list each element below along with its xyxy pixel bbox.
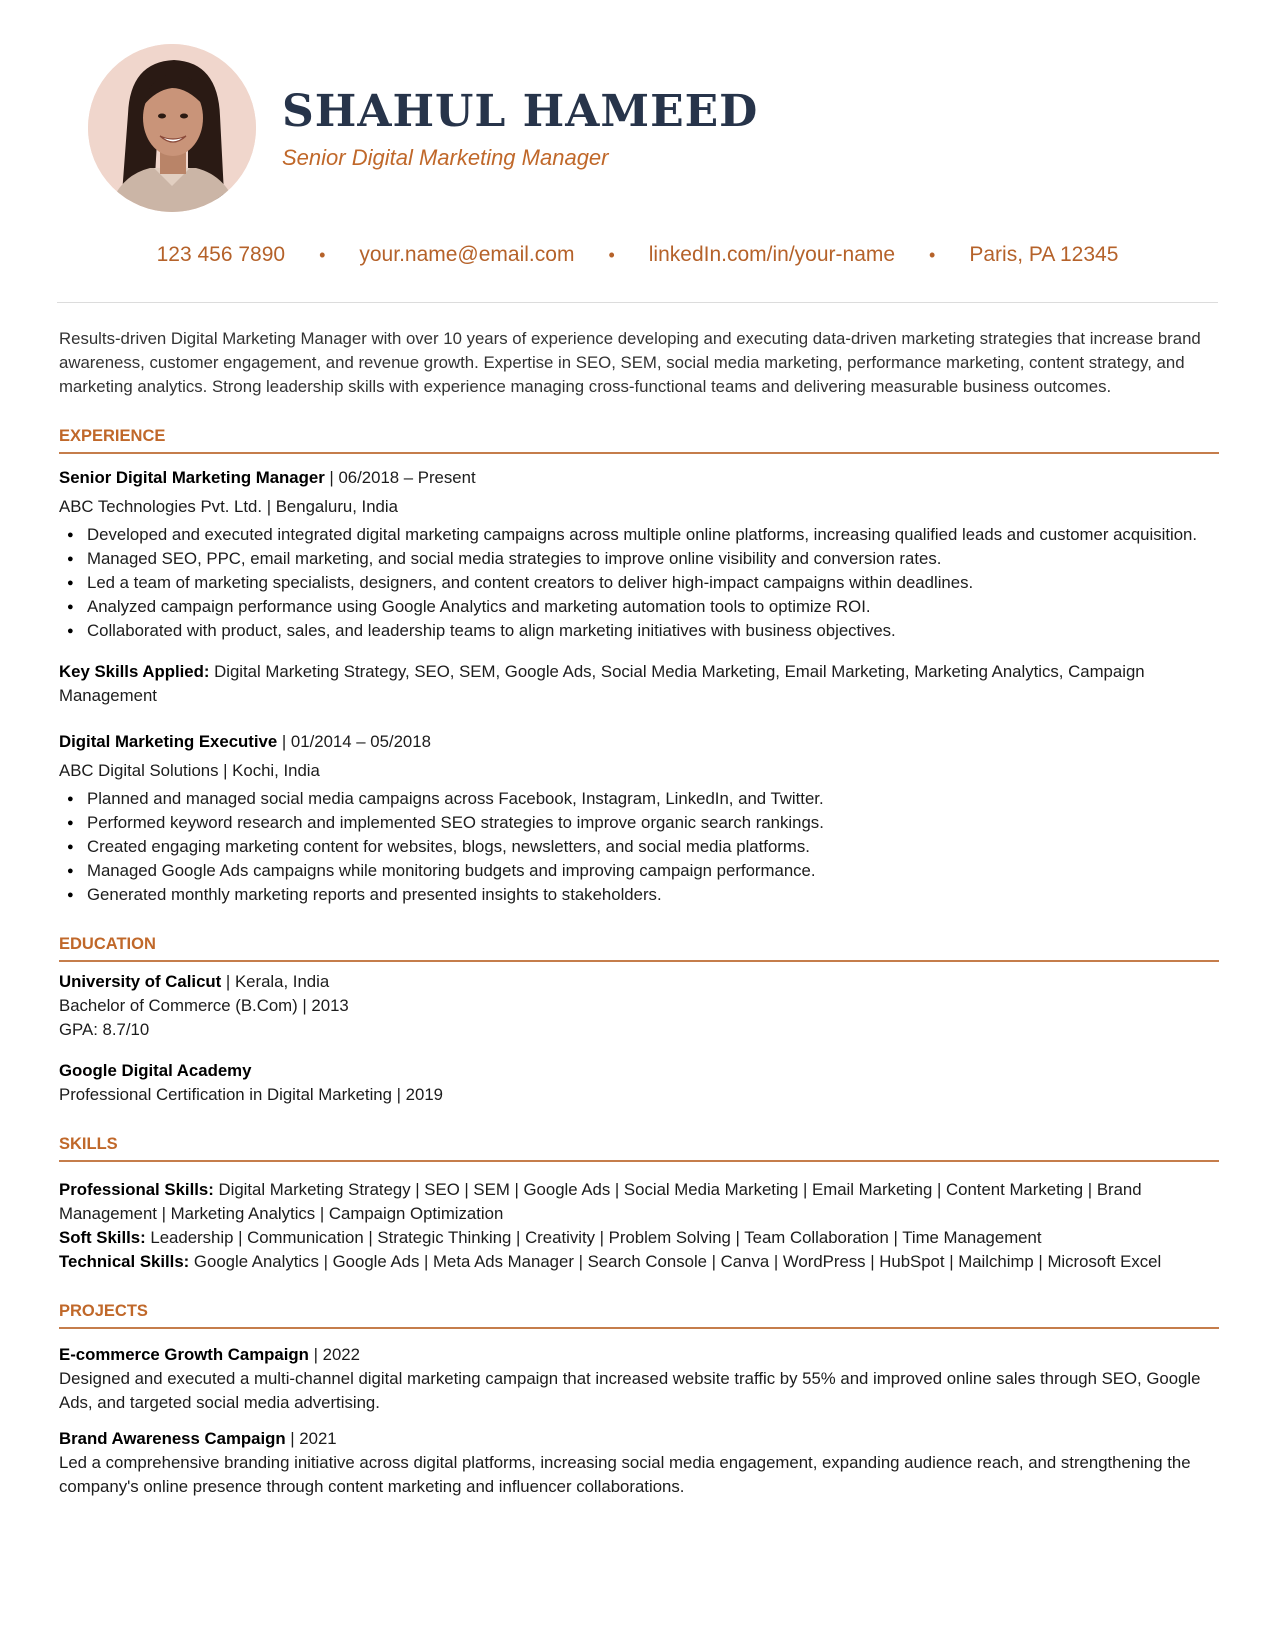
- job-heading: [59, 730, 1219, 754]
- job-company: ABC Technologies Pvt. Ltd. | Bengaluru, India: [59, 497, 398, 516]
- contact-bar: [0, 240, 1275, 270]
- portrait-illustration: [88, 44, 256, 212]
- section-title-experience: EXPERIENCE: [59, 427, 166, 445]
- section-divider: [59, 1327, 1219, 1329]
- email-link[interactable]: your.name@email.com: [359, 243, 575, 266]
- key-skills-applied: [59, 660, 1219, 708]
- job-bullets: [59, 787, 1219, 907]
- profile-photo: [88, 44, 256, 212]
- project-entry: [59, 1427, 1219, 1499]
- section-title-education: EDUCATION: [59, 935, 156, 953]
- list-item: ● Analyzed campaign performance using Google Analytics and marketing automation tools to optimize ROI.: [87, 595, 1219, 619]
- professional-skills: [59, 1178, 1219, 1226]
- project-heading: [59, 1343, 1219, 1367]
- list-item: ● Created engaging marketing content for websites, blogs, newsletters, and social media platforms.: [87, 835, 1219, 859]
- list-item: ● Developed and executed integrated digital marketing campaigns across multiple online platforms, increasing qualified leads and customer acquisition.: [87, 523, 1219, 547]
- job-company: ABC Digital Solutions | Kochi, India: [59, 761, 320, 780]
- project-year: | 2022: [308, 1345, 360, 1364]
- separator-dot: •: [608, 244, 615, 265]
- separator-dot: •: [319, 244, 326, 265]
- skills-text: Digital Marketing Strategy | SEO | SEM | Google Ads | Social Media Marketing | Email Marketing | Content Marketing | Brand Management | Marketing Analytics | Campaign Optimization: [59, 1180, 1142, 1223]
- project-entry: [59, 1343, 1219, 1415]
- list-item: ● Planned and managed social media campaigns across Facebook, Instagram, LinkedIn, and Twitter.: [87, 787, 1219, 811]
- location: Paris, PA 12345: [969, 243, 1119, 266]
- key-skills-label: Key Skills Applied:: [59, 662, 210, 681]
- professional-summary: Results-driven Digital Marketing Manager with over 10 years of experience developing and executing data-driven marketing strategies that increase brand awareness, customer engagement, and revenue growth. Expertise in SEO, SEM, social media marketing, performance marketing, content strategy, and marketing analytics. Strong leadership skills with experience managing cross-functional teams and delivering measurable business outcomes.: [59, 329, 1201, 396]
- school-location: | Kerala, India: [221, 972, 330, 991]
- phone-number: 123 456 7890: [156, 243, 286, 266]
- skills-label: Technical Skills:: [59, 1252, 190, 1271]
- skills-list: [59, 1178, 1219, 1274]
- list-item: ● Performed keyword research and implemented SEO strategies to improve organic search rankings.: [87, 811, 1219, 835]
- education-entry: [59, 970, 1219, 1042]
- project-description: Led a comprehensive branding initiative across digital platforms, increasing social media engagement, expanding audience reach, and strengthening the company's online presence through content marketing and influencer collaborations.: [59, 1453, 1191, 1496]
- gpa: GPA: 8.7/10: [59, 1020, 150, 1039]
- project-heading: [59, 1427, 1219, 1451]
- school-name: University of Calicut: [59, 972, 222, 991]
- project-name: Brand Awareness Campaign: [59, 1429, 286, 1448]
- degree: Professional Certification in Digital Marketing | 2019: [59, 1085, 443, 1104]
- list-item: ● Collaborated with product, sales, and leadership teams to align marketing initiatives with business objectives.: [87, 619, 1219, 643]
- candidate-name: SHAHUL HAMEED: [282, 86, 759, 137]
- section-title-projects: PROJECTS: [59, 1302, 148, 1320]
- project-name: E-commerce Growth Campaign: [59, 1345, 309, 1364]
- job-entry: [59, 466, 1219, 708]
- resume-body: [59, 327, 1219, 1499]
- section-title-skills: SKILLS: [59, 1135, 118, 1153]
- job-dates: | 01/2014 – 05/2018: [277, 732, 431, 751]
- list-item: ● Managed SEO, PPC, email marketing, and social media strategies to improve online visibility and conversion rates.: [87, 547, 1219, 571]
- job-heading: [59, 466, 1219, 490]
- job-bullets: [59, 523, 1219, 643]
- degree: Bachelor of Commerce (B.Com) | 2013: [59, 996, 349, 1015]
- technical-skills: [59, 1250, 1219, 1274]
- list-item: ● Managed Google Ads campaigns while monitoring budgets and improving campaign performance.: [87, 859, 1219, 883]
- section-divider: [59, 1160, 1219, 1162]
- skills-label: Soft Skills:: [59, 1228, 146, 1247]
- key-skills-text: Digital Marketing Strategy, SEO, SEM, Google Ads, Social Media Marketing, Email Marketing, Marketing Analytics, Campaign Management: [59, 662, 1145, 705]
- candidate-role: Senior Digital Marketing Manager: [282, 145, 609, 170]
- education-entry: [59, 1059, 1219, 1107]
- section-divider: [59, 452, 1219, 454]
- project-year: | 2021: [285, 1429, 337, 1448]
- soft-skills: [59, 1226, 1219, 1250]
- job-title: Digital Marketing Executive: [59, 732, 278, 751]
- list-item: ● Generated monthly marketing reports and presented insights to stakeholders.: [87, 883, 1219, 907]
- education-heading: [59, 970, 1219, 994]
- skills-text: Leadership | Communication | Strategic Thinking | Creativity | Problem Solving | Team Collaboration | Time Management: [145, 1228, 1042, 1247]
- header-divider: [57, 302, 1218, 303]
- education-heading: [59, 1059, 1219, 1083]
- project-description: Designed and executed a multi-channel digital marketing campaign that increased website traffic by 55% and improved online sales through SEO, Google Ads, and targeted social media advertising.: [59, 1369, 1201, 1412]
- section-divider: [59, 960, 1219, 962]
- list-item: ● Led a team of marketing specialists, designers, and content creators to deliver high-impact campaigns within deadlines.: [87, 571, 1219, 595]
- separator-dot: •: [929, 244, 936, 265]
- skills-text: Google Analytics | Google Ads | Meta Ads Manager | Search Console | Canva | WordPress | HubSpot | Mailchimp | Microsoft Excel: [189, 1252, 1162, 1271]
- job-title: Senior Digital Marketing Manager: [59, 468, 325, 487]
- job-entry: [59, 730, 1219, 907]
- school-name: Google Digital Academy: [59, 1061, 252, 1080]
- linkedin-link[interactable]: linkedIn.com/in/your-name: [648, 243, 896, 266]
- job-dates: | 06/2018 – Present: [324, 468, 476, 487]
- skills-label: Professional Skills:: [59, 1180, 214, 1199]
